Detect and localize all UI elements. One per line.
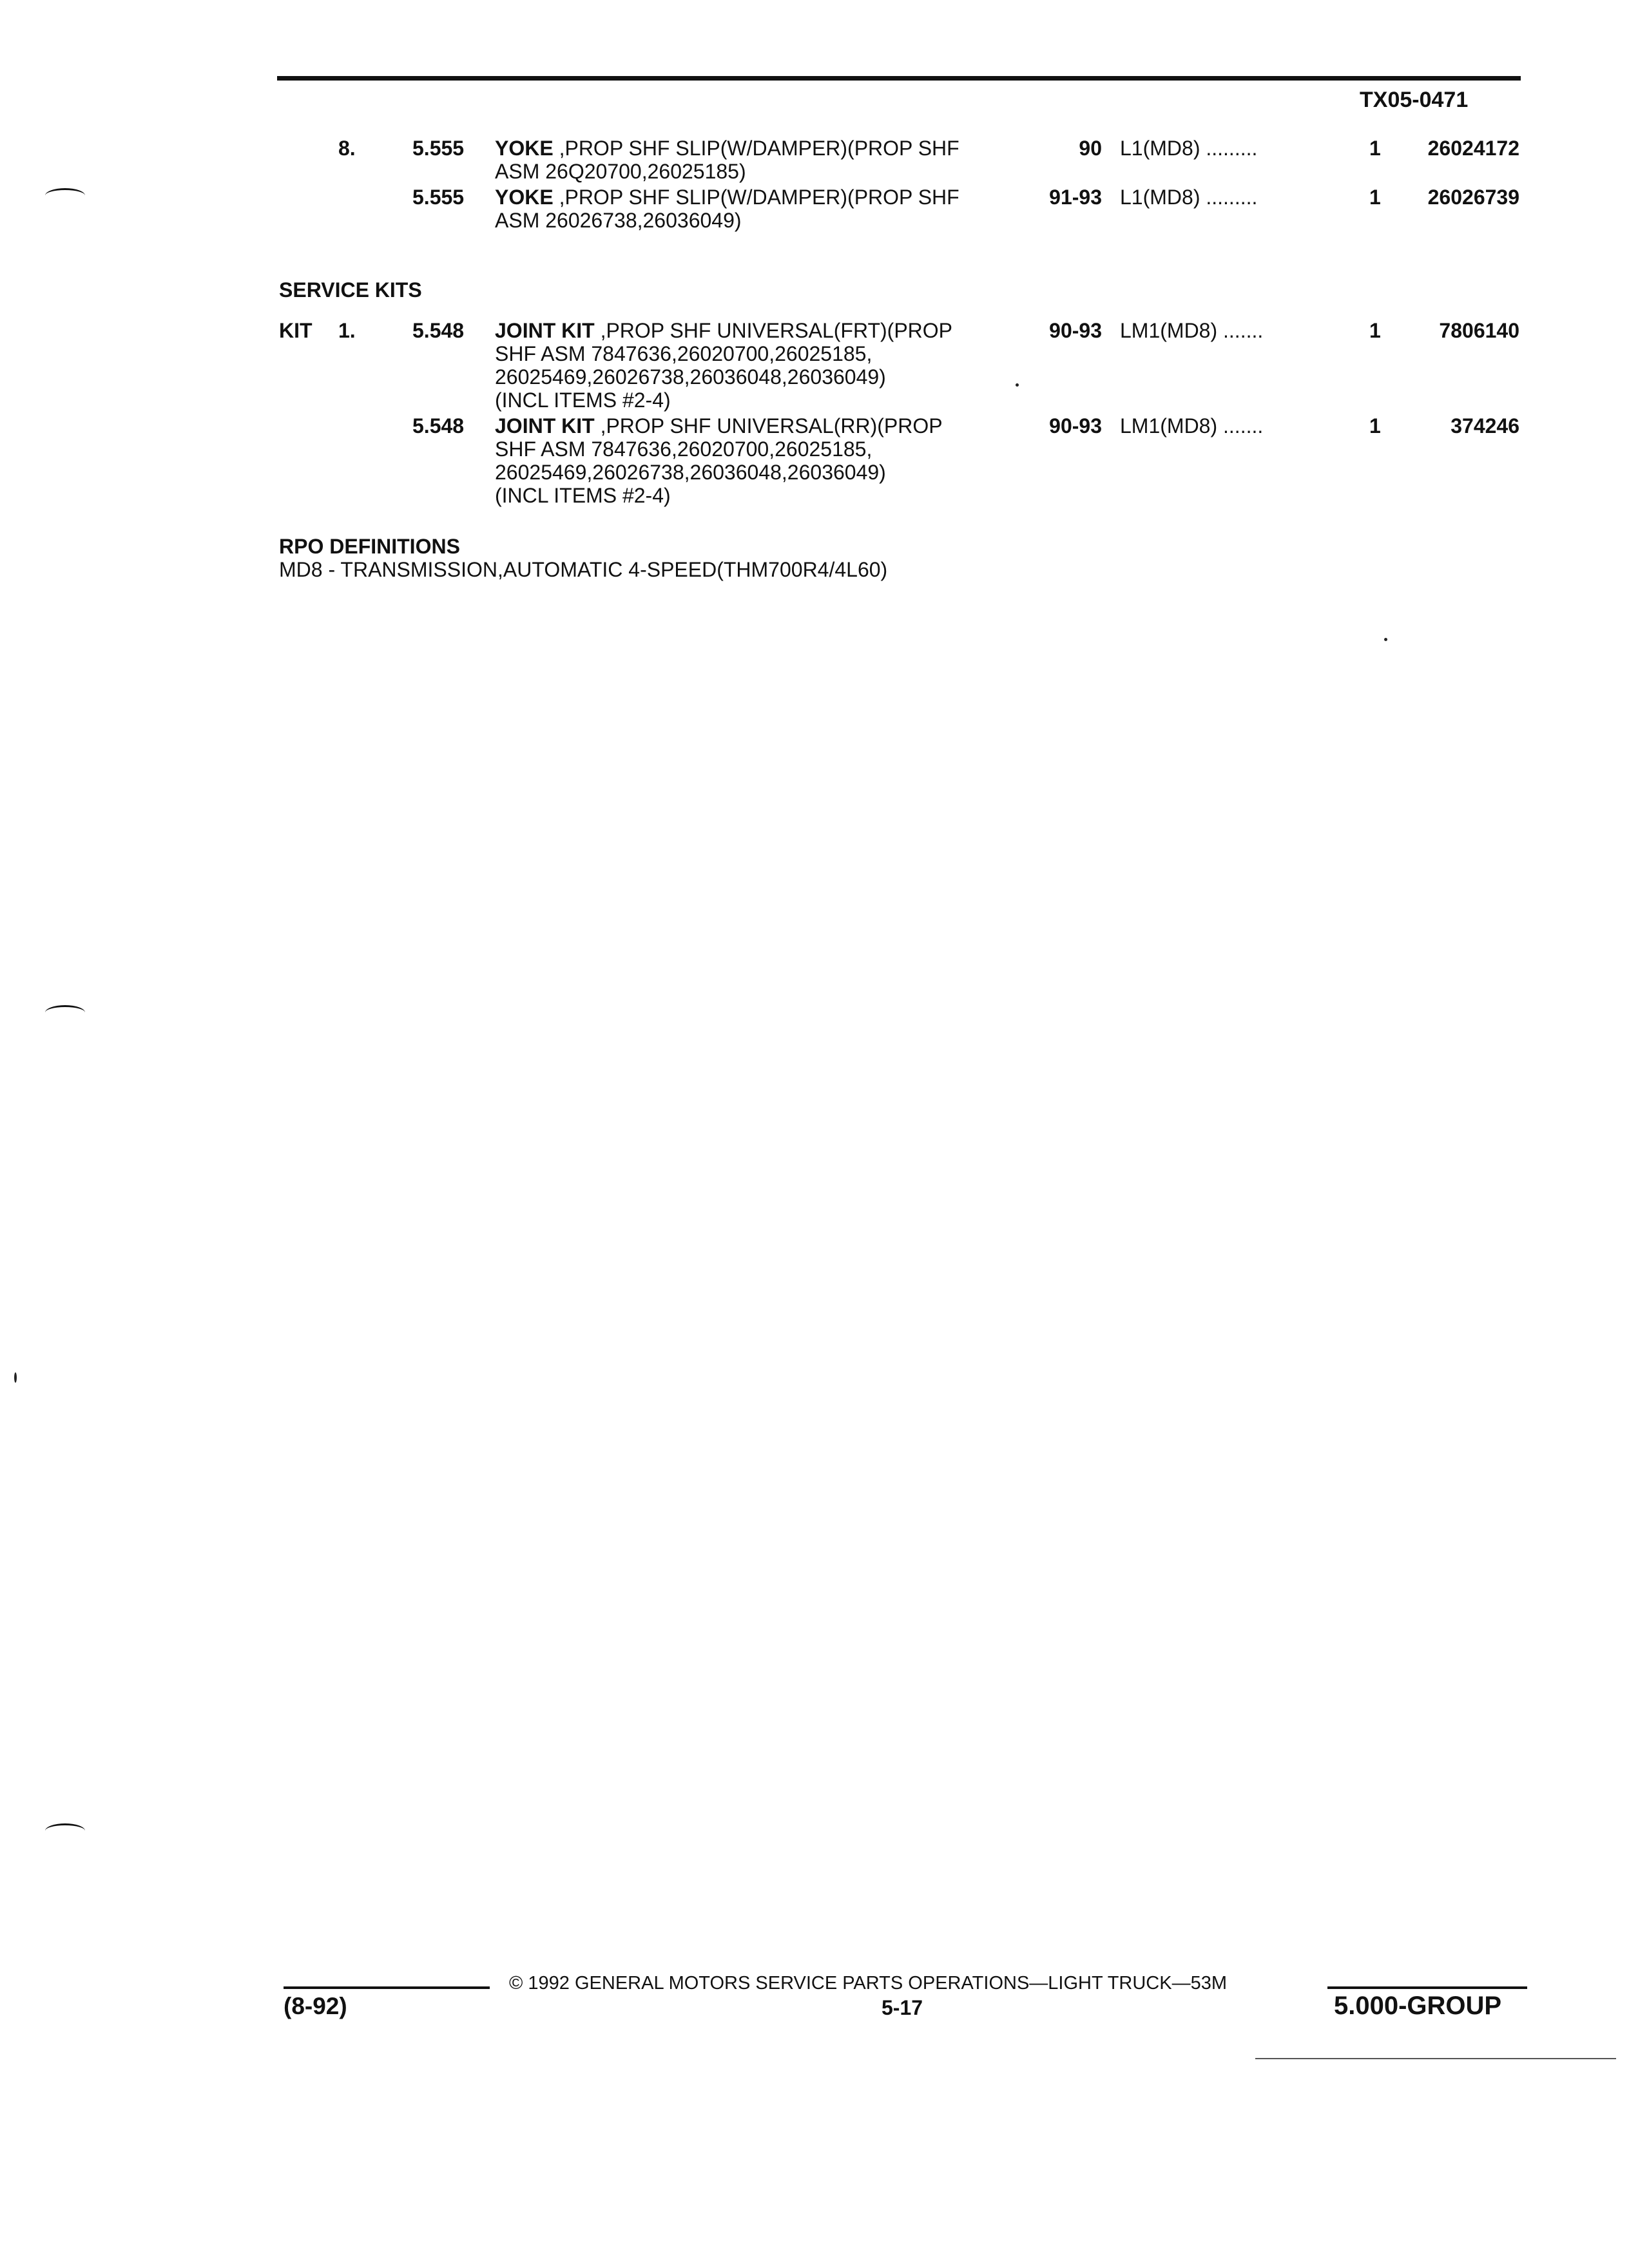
model-years: 90-93 (1049, 414, 1102, 437)
description-line: 26025469,26026738,26036048,26036049) (495, 461, 886, 484)
description-line: ,PROP SHF SLIP(W/DAMPER)(PROP SHF (553, 186, 959, 209)
rpo-definition: MD8 - TRANSMISSION,AUTOMATIC 4-SPEED(THM700R4/4L60) (279, 558, 888, 581)
group-number: 5.548 (412, 319, 465, 342)
model-years: 91-93 (1049, 186, 1102, 209)
service-kits-heading: SERVICE KITS (279, 278, 422, 302)
footer-underline (1255, 2058, 1616, 2059)
kit-label: KIT (279, 319, 313, 342)
description-line: (INCL ITEMS #2-4) (495, 484, 671, 507)
model-years: 90 (1079, 137, 1102, 160)
margin-mark (45, 188, 85, 203)
part-name: YOKE (495, 186, 554, 209)
model-code: LM1(MD8) ....... (1120, 414, 1264, 437)
description-line: SHF ASM 7847636,26020700,26025185, (495, 342, 872, 365)
description-line: (INCL ITEMS #2-4) (495, 389, 671, 412)
part-number: 374246 (1451, 414, 1519, 437)
description-line: ASM 26Q20700,26025185) (495, 160, 746, 183)
group-number: 5.555 (412, 137, 465, 160)
part-name: JOINT KIT (495, 319, 595, 342)
model-code: L1(MD8) ......... (1120, 137, 1258, 160)
model-years: 90-93 (1049, 319, 1102, 342)
description-line: SHF ASM 7847636,26020700,26025185, (495, 437, 872, 461)
scan-speck (14, 1372, 17, 1383)
header-rule (277, 76, 1521, 81)
description-line: ,PROP SHF SLIP(W/DAMPER)(PROP SHF (553, 137, 959, 160)
part-number: 26024172 (1427, 137, 1519, 160)
group-number: 5.555 (412, 186, 465, 209)
scan-speck (1384, 638, 1387, 641)
page-number: 5-17 (882, 1996, 923, 2019)
model-code: L1(MD8) ......... (1120, 186, 1258, 209)
quantity: 1 (1369, 414, 1381, 437)
copyright-text: © 1992 GENERAL MOTORS SERVICE PARTS OPERATIONS—LIGHT TRUCK—53M (509, 1973, 1227, 1994)
item-number: 8. (338, 137, 356, 160)
description-line: 26025469,26026738,26036048,26036049) (495, 365, 886, 389)
group-number: 5.548 (412, 414, 465, 437)
part-name: YOKE (495, 137, 554, 160)
model-code: LM1(MD8) ....... (1120, 319, 1264, 342)
description-line: ASM 26026738,26036049) (495, 209, 742, 232)
group-label: 5.000-GROUP (1334, 1992, 1502, 2020)
scan-speck (1016, 383, 1019, 387)
description-line: ,PROP SHF UNIVERSAL(FRT)(PROP (594, 319, 953, 342)
quantity: 1 (1369, 137, 1381, 160)
item-number: 1. (338, 319, 356, 342)
part-description (495, 186, 1010, 232)
part-description (495, 137, 1010, 183)
date-code: (8-92) (284, 1993, 347, 2019)
quantity: 1 (1369, 319, 1381, 342)
part-description (495, 414, 1010, 507)
footer-rule (284, 1986, 490, 1989)
footer-rule (1327, 1986, 1527, 1989)
document-id: TX05-0471 (1360, 88, 1469, 112)
part-description (495, 319, 1010, 412)
part-number: 7806140 (1439, 319, 1519, 342)
margin-mark (45, 1005, 85, 1020)
rpo-heading: RPO DEFINITIONS (279, 535, 460, 558)
part-number: 26026739 (1427, 186, 1519, 209)
quantity: 1 (1369, 186, 1381, 209)
description-line: ,PROP SHF UNIVERSAL(RR)(PROP (594, 414, 943, 437)
part-name: JOINT KIT (495, 414, 595, 437)
margin-mark (45, 1823, 85, 1838)
